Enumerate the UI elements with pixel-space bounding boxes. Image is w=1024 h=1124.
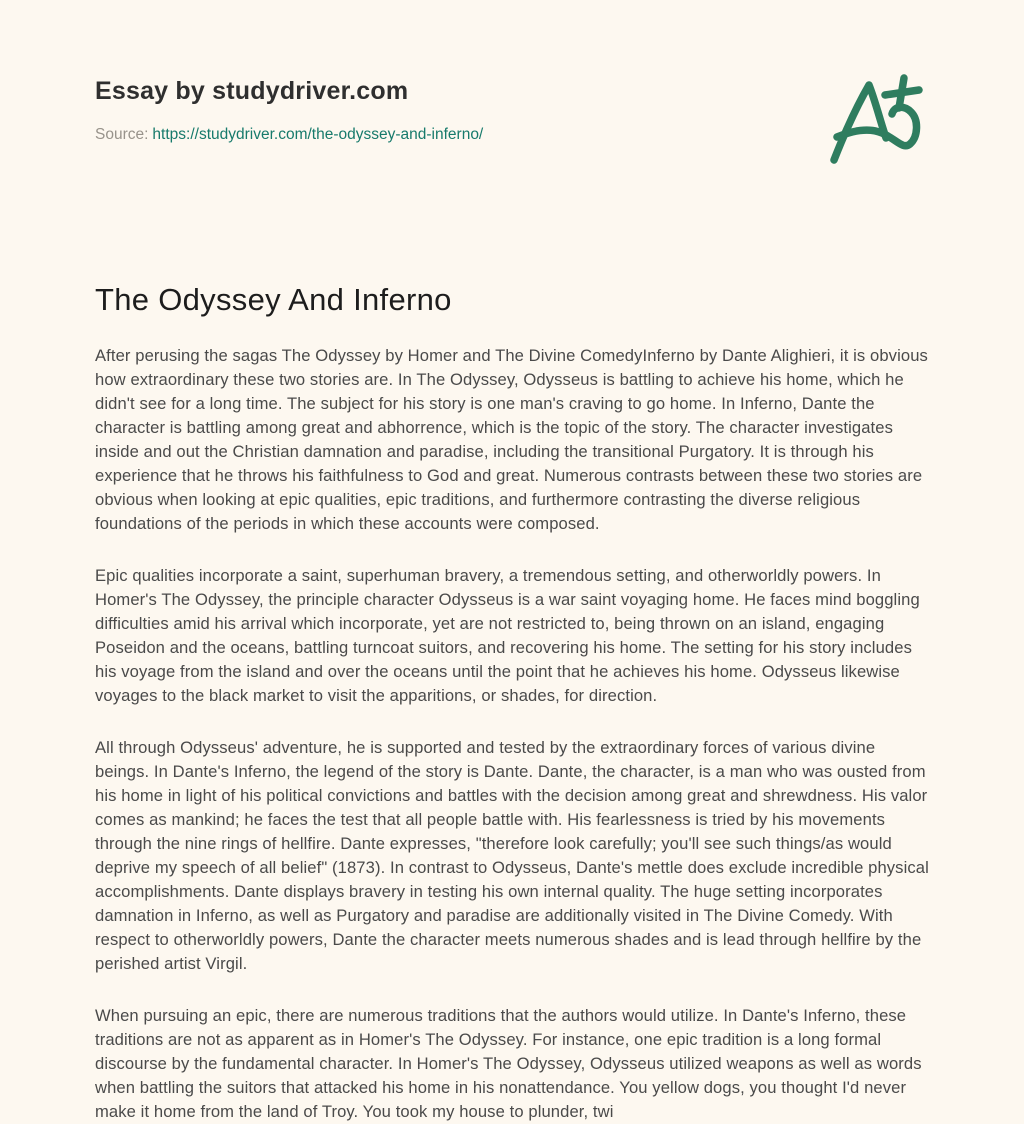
essay-body [95,344,930,1124]
essay-title: The Odyssey And Inferno [95,282,452,317]
logo-letter-a-stroke [834,85,886,160]
studydriver-a-plus-logo-icon [826,66,926,170]
essay-paragraph: Epic qualities incorporate a saint, superhuman bravery, a tremendous setting, and otherworldly powers. In Homer's The Odyssey, the principle character Odysseus is a war saint voyaging home. He faces mind boggling difficulties amid his arrival which incorporate, yet are not restricted to, being thrown on an island, engaging Poseidon and the oceans, battling turncoat suitors, and recovering his home. The setting for his story includes his voyage from the island and over the oceans until the point that he achieves his home. Odysseus likewise voyages to the black market to visit the apparitions, or shades, for direction. [95,565,920,705]
essay-by-heading: Essay by studydriver.com [95,77,409,105]
page-header [95,70,930,170]
logo-plus-horizontal-stroke [885,90,919,95]
source-link[interactable]: https://studydriver.com/the-odyssey-and-inferno/ [152,126,484,143]
header-text-block [95,70,483,144]
source-line [95,125,483,144]
essay-paragraph: All through Odysseus' adventure, he is supported and tested by the extraordinary forces of various divine beings. In Dante's Inferno, the legend of the story is Dante. Dante, the character, is a man who was ousted from his home in light of his political convictions and battles with the decision among great and shrewdness. His valor comes as mankind; he faces the test that all people battle with. His fearlessness is tried by his movements through the nine rings of hellfire. Dante expresses, "therefore look carefully; you'll see such things/as would deprive my speech of all belief" (1873). In contrast to Odysseus, Dante's mettle does exclude incredible physical accomplishments. Dante displays bravery in testing his own internal quality. The huge setting incorporates damnation in Inferno, as well as Purgatory and paradise are additionally visited in The Divine Comedy. With respect to otherworldly powers, Dante the character meets numerous shades and is lead through hellfire by the perished artist Virgil. [95,737,929,973]
essay-paragraph: When pursuing an epic, there are numerous traditions that the authors would utilize. In Dante's Inferno, these traditions are not as apparent as in Homer's The Odyssey. For instance, one epic tradition is a long formal discourse by the fundamental character. In Homer's The Odyssey, Odysseus utilized weapons as well as words when battling the suitors that attacked his home in his nonattendance. You yellow dogs, you thought I'd never make it home from the land of Troy. You took my house to plunder, twi [95,1005,922,1121]
source-label: Source: [95,126,149,143]
essay-paragraph: After perusing the sagas The Odyssey by Homer and The Divine ComedyInferno by Dante Alighieri, it is obvious how extraordinary these two stories are. In The Odyssey, Odysseus is battling to achieve his home, which he didn't see for a long time. The subject for his story is one man's craving to go home. In Inferno, Dante the character is battling among great and abhorrence, which is the topic of the story. The character investigates inside and out the Christian damnation and paradise, including the transitional Purgatory. It is through his experience that he throws his faithfulness to God and great. Numerous contrasts between these two stories are obvious when looking at epic qualities, epic traditions, and furthermore contrasting the diverse religious foundations of the periods in which these accounts were composed. [95,345,928,533]
